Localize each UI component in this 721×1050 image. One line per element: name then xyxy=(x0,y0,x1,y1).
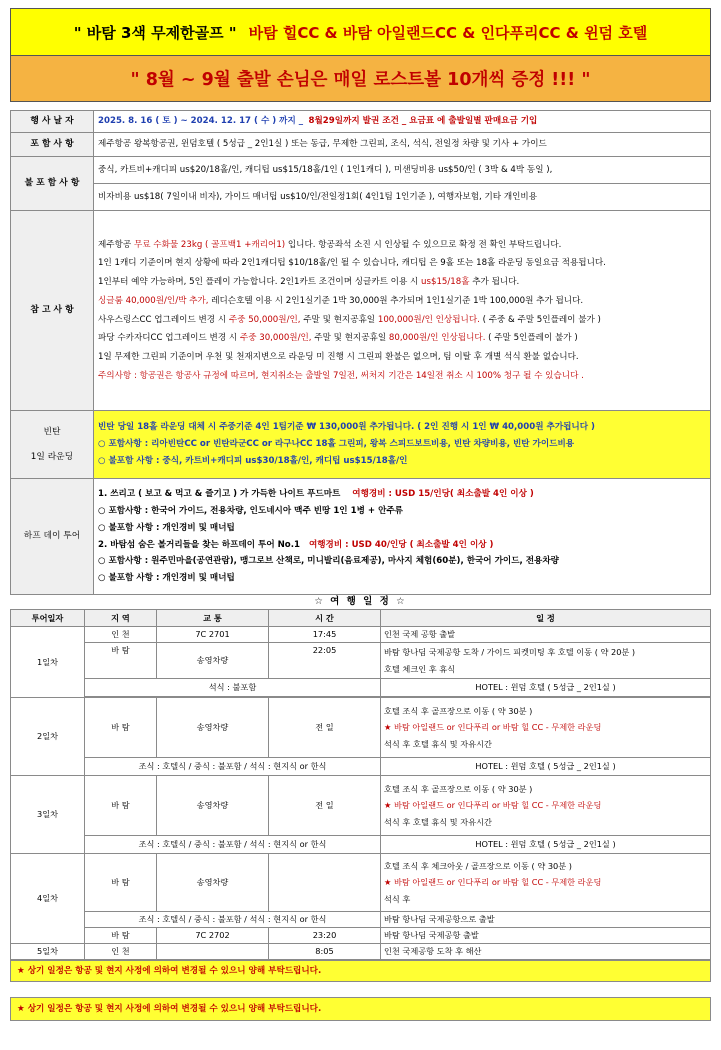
day4-last-event: 바탐 항나딤 국제공항 출발 xyxy=(381,928,711,944)
included-text: 제주항공 왕복항공권, 윈덤호텔 ( 5성급 _ 2인1실 ) 또는 동급, 무제한 그린피, 조식, 석식, 전일정 차량 및 기사 + 가이드 xyxy=(94,133,711,157)
note6-c: 주말 및 현지공휴일 xyxy=(314,333,387,344)
note4-a: 싱글룸 40,000원/인/박 추가, xyxy=(98,295,209,306)
col-time: 시 간 xyxy=(269,610,381,627)
promo-banner xyxy=(10,56,711,102)
day1-r3-event: 호텔 체크인 후 휴식 xyxy=(384,663,456,674)
col-itinerary: 일 정 xyxy=(381,610,711,627)
day1-r2-time: 22:05 xyxy=(269,643,381,679)
bintan-cell xyxy=(94,411,711,479)
col-transport: 교 통 xyxy=(157,610,269,627)
tour1-cost: 여행경비 : USD 15/인당( 최소출발 4인 이상 ) xyxy=(352,489,534,500)
notes-cell xyxy=(94,211,711,411)
day1-r1-event: 인천 국제 공항 출발 xyxy=(381,627,711,643)
note3-b: us$15/18홀 xyxy=(421,277,470,288)
resorts-title: 바탐 힐CC & 바탐 아일랜드CC & 인다푸리CC & 윈덤 호텔 xyxy=(248,23,648,42)
day1-label: 1일차 xyxy=(11,627,85,698)
tour-flyer xyxy=(10,8,711,1021)
day2-e2: ★ 바탐 아일랜드 or 인다푸리 or 바탐 힐 CC - 무제한 라운딩 xyxy=(384,722,602,733)
date-range: 2025. 8. 16 ( 토 ) ~ 2024. 12. 17 ( 수 ) 까지 _ xyxy=(98,116,304,127)
day1-r2-region: 바 탐 xyxy=(85,643,157,679)
day2-e3: 석식 후 호텔 휴식 및 자유시간 xyxy=(384,738,492,749)
day2-events xyxy=(381,698,711,758)
day1-r2-event xyxy=(381,643,711,679)
note6-a: 파당 수카자디CC 업그레이드 변경 시 xyxy=(98,333,238,344)
note5-d: 100,000원/인 인상됩니다. xyxy=(377,314,480,325)
day3-e3: 석식 후 호텔 휴식 및 자유시간 xyxy=(384,816,492,827)
day2-region: 바 탐 xyxy=(85,698,157,758)
tour2-title: 2. 바탐섬 숨은 볼거리들을 찾는 하프데이 투어 No.1 xyxy=(98,539,300,550)
day4-meal: 조식 : 호텔식 / 중식 : 불포함 / 석식 : 현지식 or 한식 xyxy=(85,912,381,928)
tour1-title: 1. 쓰리고 ( 보고 & 먹고 & 즐기고 ) 가 가득한 나이트 푸드마트 xyxy=(98,489,341,500)
day4-trans: 송영차량 xyxy=(157,854,269,912)
note5-e: ( 주중 & 주말 5인플레이 불가 ) xyxy=(482,314,601,325)
day4-e4: 바탐 항나딤 국제공항으로 출발 xyxy=(381,912,711,928)
bintan-label-1: 빈탄 xyxy=(43,426,61,437)
date-condition: 8월29일까지 발권 조건 _ 요금표 에 출발일별 판매요금 기입 xyxy=(308,116,538,127)
excluded-label: 불 포 함 사 항 xyxy=(11,157,94,211)
bintan-label-2: 1일 라운딩 xyxy=(30,451,74,462)
note1-c: 입니다. 항공좌석 소진 시 인상될 수 있으므로 확정 전 확인 부탁드립니다. xyxy=(287,239,562,250)
note7: 1일 무제한 그린피 기준이며 우천 및 천재지변으로 라운딩 미 진행 시 그린피 환불은 없으며, 팀 이탈 후 개별 석식 환불 없습니다. xyxy=(98,351,579,362)
schedule-table xyxy=(10,609,711,960)
note6-b: 주중 30,000원/인, xyxy=(239,333,312,344)
note6-d: 80,000원/인 인상됩니다. xyxy=(388,333,486,344)
day2-time: 전 일 xyxy=(269,698,381,758)
product-banner xyxy=(10,8,711,56)
day4-last-region: 바 탐 xyxy=(85,928,157,944)
tour1-included: ○ 포함사항 : 한국어 가이드, 전용차량, 인도네시아 맥주 빈땅 1인 1병 + 안주류 xyxy=(98,506,403,517)
day2-trans: 송영차량 xyxy=(157,698,269,758)
col-day: 투어일자 xyxy=(11,610,85,627)
day3-events xyxy=(381,776,711,836)
info-table xyxy=(10,110,711,595)
tour1-excluded: ○ 불포함 사항 : 개인경비 및 매너팁 xyxy=(98,522,235,533)
note3-c: 추가 됩니다. xyxy=(472,277,520,288)
halfday-label: 하프 데이 투어 xyxy=(11,479,94,595)
note6-e: ( 주말 5인플레이 불가 ) xyxy=(488,333,578,344)
day5-region: 인 천 xyxy=(85,944,157,960)
tour2-excluded: ○ 불포함 사항 : 개인경비 및 매너팁 xyxy=(98,572,235,583)
day3-region: 바 탐 xyxy=(85,776,157,836)
bintan-label xyxy=(11,411,94,479)
bintan-line3: ○ 불포함 사항 : 중식, 카트비+캐디피 us$30/18홀/인, 캐디팁 us$15/18홀/인 xyxy=(98,455,408,466)
product-title: " 바탐 3색 무제한골프 " xyxy=(73,23,237,42)
day3-e1: 호텔 조식 후 골프장으로 이동 ( 약 30분 ) xyxy=(384,784,533,795)
day3-trans: 송영차량 xyxy=(157,776,269,836)
day2-label: 2일차 xyxy=(11,698,85,776)
day1-hotel: HOTEL : 윈덤 호텔 ( 5성급 _ 2인1실 ) xyxy=(381,679,711,697)
day4-e3: 석식 후 xyxy=(384,893,411,904)
tour2-cost: 여행경비 : USD 40/인당 ( 최소출발 4인 이상 ) xyxy=(308,539,494,550)
day2-hotel: HOTEL : 윈덤 호텔 ( 5성급 _ 2인1실 ) xyxy=(381,758,711,776)
day2-meal: 조식 : 호텔식 / 중식 : 불포함 / 석식 : 현지식 or 한식 xyxy=(85,758,381,776)
day3-hotel: HOTEL : 윈덤 호텔 ( 5성급 _ 2인1실 ) xyxy=(381,836,711,854)
bintan-line1: 빈탄 당일 18홀 라운딩 대체 시 주중기준 4인 1팀기준 ₩ 130,000원 추가됩니다. ( 2인 진행 시 1인 ₩ 40,000원 추가됩니다 ) xyxy=(98,422,595,433)
day4-label: 4일차 xyxy=(11,854,85,944)
note5-c: 주말 및 현지공휴일 xyxy=(303,314,376,325)
notes-label: 참 고 사 항 xyxy=(11,211,94,411)
note5-a: 사우스링스CC 업그레이드 변경 시 xyxy=(98,314,227,325)
note5-b: 주중 50,000원/인, xyxy=(228,314,301,325)
bintan-line2: ○ 포함사항 : 리아빈탄CC or 빈탄라군CC or 라구나CC 18홀 그린피, 왕복 스피드보트비용, 빈탄 차량비용, 빈탄 가이드비용 xyxy=(98,439,575,450)
halfday-cell xyxy=(94,479,711,595)
day5-time: 8:05 xyxy=(269,944,381,960)
included-label: 포 함 사 항 xyxy=(11,133,94,157)
col-region: 지 역 xyxy=(85,610,157,627)
day1-r1-trans: 7C 2701 xyxy=(157,627,269,643)
day4-last-time: 23:20 xyxy=(269,928,381,944)
excluded-line1: 중식, 카트비+캐디피 us$20/18홀/인, 캐디팁 us$15/18홀/1인 ( 1인1캐디 ), 미샌딩비용 us$50/인 ( 3박 & 4박 동일 ), xyxy=(94,157,711,184)
note1-baggage: 무료 수화물 23kg ( 골프백1 +캐리어1) xyxy=(133,239,286,250)
day5-trans-empty xyxy=(157,944,269,960)
note2: 1인 1캐디 기준이며 현지 상황에 따라 2인1캐디팁 $10/18홀/인 될 수 있습니다, 캐디팁 은 9홀 또는 18홀 라운딩 동일요금 적용됩니다. xyxy=(98,258,606,269)
note8-caution: 주의사항 : 항공권은 항공사 규정에 따르며, 현지취소는 출발일 7일전, 써처지 기간은 14일전 취소 시 100% 청구 될 수 있습니다 . xyxy=(98,370,584,381)
day5-event: 인천 국제공항 도착 후 해산 xyxy=(381,944,711,960)
day1-r2-event-a: 바탐 항나딤 국제공항 도착 / 가이드 피켓미팅 후 호텔 이동 ( 약 20분 ) xyxy=(384,647,636,658)
day4-time-empty xyxy=(269,854,381,912)
day4-e1: 호텔 조식 후 체크아웃 / 골프장으로 이동 ( 약 30분 ) xyxy=(384,861,572,872)
tour2-included: ○ 포함사항 : 원주민마을(공연관람), 맹그로브 산책로, 미니발리(음료제공), 마사지 체험(60분), 한국어 가이드, 전용차량 xyxy=(98,556,559,567)
day3-e2: ★ 바탐 아일랜드 or 인다푸리 or 바탐 힐 CC - 무제한 라운딩 xyxy=(384,800,602,811)
day4-e2: ★ 바탐 아일랜드 or 인다푸리 or 바탐 힐 CC - 무제한 라운딩 xyxy=(384,877,602,888)
day5-label: 5일차 xyxy=(11,944,85,960)
schedule-note: ★ 상기 일정은 항공 및 현지 사정에 의하여 변경될 수 있으니 양해 부탁드립니다. xyxy=(10,960,711,982)
day4-events xyxy=(381,854,711,912)
promo-text: " 8월 ~ 9월 출발 손님은 매일 로스트볼 10개씩 증정 !!! " xyxy=(130,70,591,90)
note1-a: 제주항공 xyxy=(98,239,132,250)
note3-a: 1인부터 예약 가능하며, 5인 플레이 가능합니다. 2인1카트 조건이며 싱글카트 이용 시 xyxy=(98,277,419,288)
day1-meal: 석식 : 불포함 xyxy=(85,679,381,697)
day2-e1: 호텔 조식 후 골프장으로 이동 ( 약 30분 ) xyxy=(384,706,533,717)
excluded-line2: 비자비용 us$18( 7일이내 비자), 가이드 매너팁 us$10/인/전일정1회( 4인1팀 1인기준 ), 여행자보험, 기타 개인비용 xyxy=(94,184,711,211)
day1-r1-region: 인 천 xyxy=(85,627,157,643)
day4-last-trans: 7C 2702 xyxy=(157,928,269,944)
date-label: 행 사 날 자 xyxy=(11,111,94,133)
day4-region: 바 탐 xyxy=(85,854,157,912)
day3-time: 전 일 xyxy=(269,776,381,836)
day3-meal: 조식 : 호텔식 / 중식 : 불포함 / 석식 : 현지식 or 한식 xyxy=(85,836,381,854)
schedule-title: ☆ 여 행 일 정 ☆ xyxy=(314,596,407,607)
footer-note: ★ 상기 일정은 항공 및 현지 사정에 의하여 변경될 수 있으니 양해 부탁드립니다. xyxy=(10,997,711,1021)
note4-b: 레디슨호텔 이용 시 2인1실기준 1박 30,000원 추가되며 1인1실기준 1박 100,000원 추가 됩니다. xyxy=(211,295,584,306)
day1-r1-time: 17:45 xyxy=(269,627,381,643)
day1-r2-trans: 송영차량 xyxy=(157,643,269,679)
day3-label: 3일차 xyxy=(11,776,85,854)
